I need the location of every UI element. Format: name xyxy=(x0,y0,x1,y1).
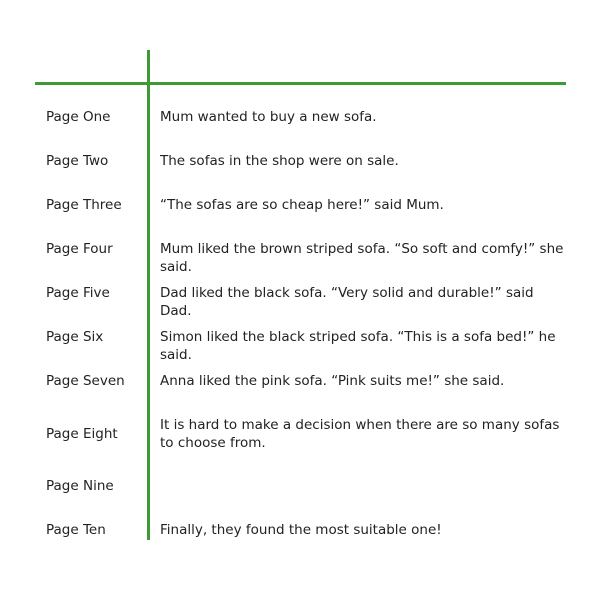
page-text: Anna liked the pink sofa. “Pink suits me!” she said. xyxy=(160,373,505,389)
page-label: Page Nine xyxy=(46,478,114,494)
page-label: Page Eight xyxy=(46,426,118,442)
table-vertical-rule xyxy=(147,50,150,540)
page-text: Dad liked the black sofa. “Very solid and durable!” said Dad. xyxy=(160,285,534,319)
page-label: Page One xyxy=(46,109,111,125)
page-text: Finally, they found the most suitable one! xyxy=(160,522,442,538)
page-label: Page Seven xyxy=(46,373,125,389)
page-label: Page Four xyxy=(46,241,113,257)
page-label: Page Three xyxy=(46,197,122,213)
page-text: Simon liked the black striped sofa. “This is a sofa bed!” he said. xyxy=(160,329,556,363)
page-text: It is hard to make a decision when there are so many sofas to choose from. xyxy=(160,417,560,451)
page-text: Mum wanted to buy a new sofa. xyxy=(160,109,377,125)
page-label: Page Five xyxy=(46,285,110,301)
table-horizontal-rule xyxy=(35,82,566,85)
page-label: Page Six xyxy=(46,329,104,345)
page-text: Mum liked the brown striped sofa. “So soft and comfy!” she said. xyxy=(160,241,564,275)
page-text: The sofas in the shop were on sale. xyxy=(160,153,399,169)
page-label: Page Two xyxy=(46,153,109,169)
page-text: “The sofas are so cheap here!” said Mum. xyxy=(160,197,444,213)
page-label: Page Ten xyxy=(46,522,106,538)
